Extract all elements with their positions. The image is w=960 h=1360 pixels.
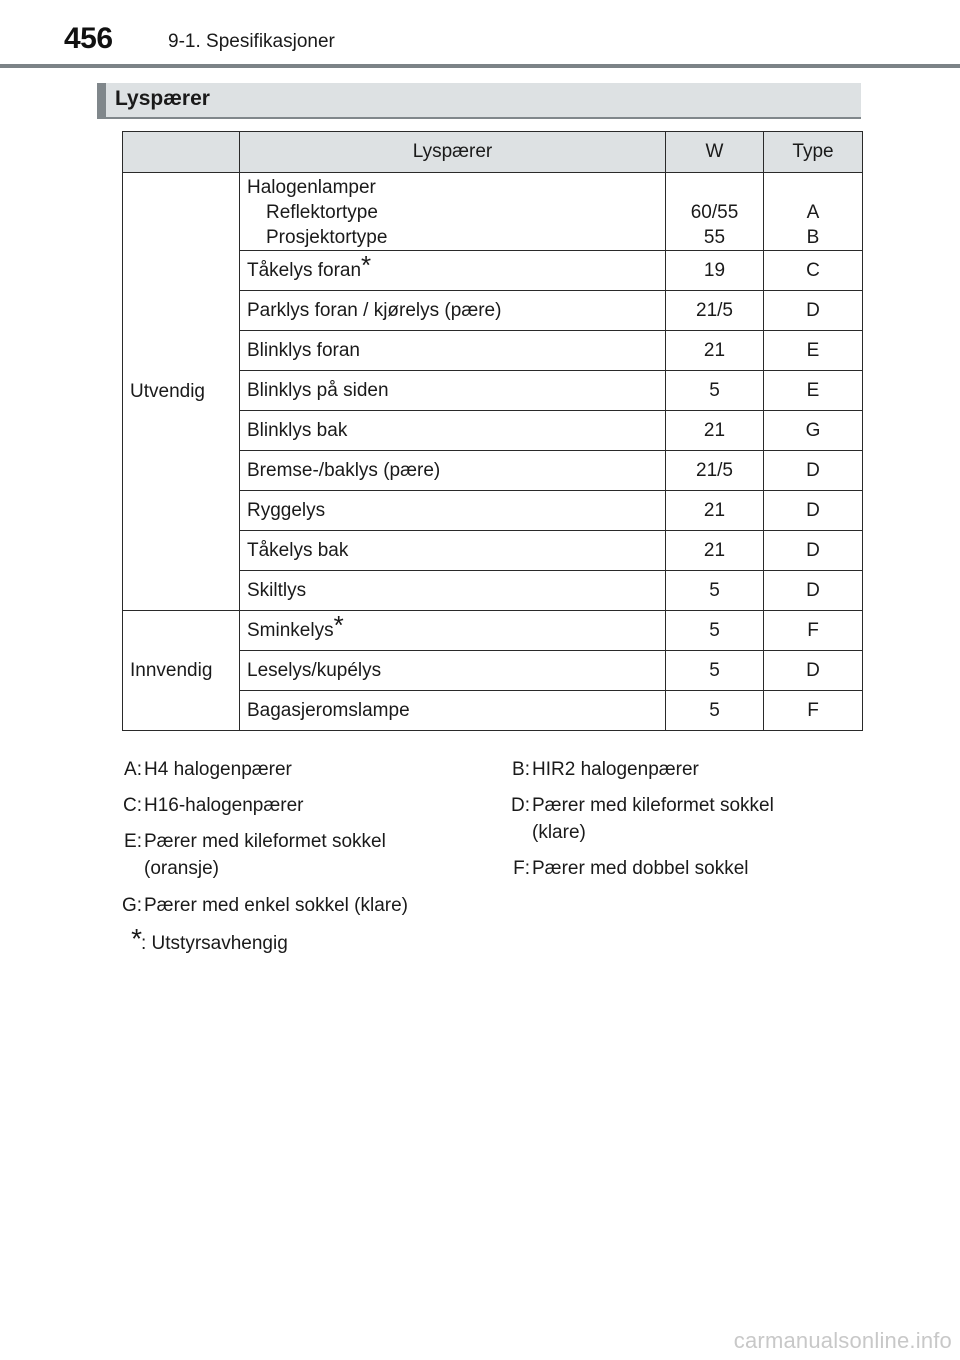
type-cell: [764, 173, 863, 251]
wattage-cell: 21: [666, 411, 764, 451]
type-cell: F: [764, 611, 863, 651]
bulb-name: Leselys/kupélys: [247, 659, 382, 681]
note-key: B:: [512, 759, 530, 780]
bulb-name-cell: [240, 491, 666, 531]
asterisk-icon: *: [361, 249, 372, 280]
type-cell: G: [764, 411, 863, 451]
page-number: 456: [64, 22, 113, 55]
chapter-title: 9-1. Spesifikasjoner: [168, 31, 335, 52]
wattage-cell: 5: [666, 651, 764, 691]
bulb-name: Tåkelys bak: [247, 539, 349, 561]
note-text: H16-halogenpærer: [144, 795, 304, 816]
wattage-cell: 5: [666, 691, 764, 731]
bulb-name: Blinklys foran: [247, 339, 360, 361]
note-text: Pærer med dobbel sokkel: [532, 858, 749, 879]
wattage-projector: 55: [703, 227, 726, 248]
column-header-type: Type: [764, 132, 863, 173]
table-header-row: [123, 132, 863, 173]
bulb-name: Parklys foran / kjørelys (pære): [247, 299, 502, 321]
bulb-name-cell: [240, 251, 666, 291]
bulb-name: Tåkelys foran: [247, 259, 362, 281]
section-title: Lyspærer: [115, 87, 210, 110]
header-rule: [0, 64, 960, 68]
type-cell: D: [764, 451, 863, 491]
note-text-line1: Pærer med kileformet sokkel: [532, 795, 774, 816]
wattage-cell: 21/5: [666, 291, 764, 331]
note-key: A:: [124, 759, 142, 780]
bulb-name: Bagasjeromslampe: [247, 699, 410, 721]
type-cell: C: [764, 251, 863, 291]
wattage-cell: [666, 173, 764, 251]
wattage-cell: 5: [666, 571, 764, 611]
type-reflector: A: [806, 202, 820, 223]
note-text-line2: (oransje): [144, 858, 219, 879]
page-header: [0, 0, 960, 68]
wattage-cell: 21: [666, 491, 764, 531]
bulb-subname-projector: Prosjektortype: [266, 227, 388, 248]
note-text-line2: (klare): [532, 822, 586, 843]
asterisk-icon: *: [131, 923, 142, 954]
type-cell: D: [764, 651, 863, 691]
bulb-name: Bremse-/baklys (pære): [247, 459, 441, 481]
note-key: G:: [121, 895, 142, 916]
bulb-name-cell: [240, 411, 666, 451]
bulb-name-cell: [240, 371, 666, 411]
bulb-name-cell: [240, 571, 666, 611]
wattage-cell: 5: [666, 371, 764, 411]
bulb-subname-reflector: Reflektortype: [266, 202, 378, 223]
type-cell: E: [764, 371, 863, 411]
note-text-line1: Pærer med kileformet sokkel: [144, 831, 386, 852]
type-cell: D: [764, 531, 863, 571]
bulb-name: Skiltlys: [247, 579, 307, 601]
note-key: F:: [513, 858, 530, 879]
group-cell-interior: Innvendig: [123, 611, 240, 731]
header-blank-cell: [123, 132, 240, 173]
note-key: C:: [123, 795, 142, 816]
note-text: HIR2 halogenpærer: [532, 759, 699, 780]
column-header-name: Lyspærer: [240, 132, 666, 173]
bulb-name-halogen: Halogenlamper: [247, 177, 376, 198]
note-text: : Utstyrsavhengig: [141, 933, 288, 954]
bulb-name-cell: [240, 291, 666, 331]
note-text: Pærer med enkel sokkel (klare): [144, 895, 408, 916]
wattage-cell: 5: [666, 611, 764, 651]
watermark-text: carmanualsonline.info: [733, 1328, 952, 1353]
type-cell: E: [764, 331, 863, 371]
bulb-name-cell: [240, 651, 666, 691]
wattage-reflector: 60/55: [690, 202, 739, 223]
type-cell: F: [764, 691, 863, 731]
note-key: D:: [511, 795, 530, 816]
note-text: H4 halogenpærer: [144, 759, 292, 780]
bulb-name: Blinklys bak: [247, 419, 348, 441]
bulb-name-cell: [240, 331, 666, 371]
type-cell: D: [764, 291, 863, 331]
bulb-name: Sminkelys: [247, 619, 334, 641]
bulb-name-cell: [240, 173, 666, 251]
note-key: E:: [124, 831, 142, 852]
group-cell-exterior: Utvendig: [123, 173, 240, 611]
bulb-name-cell: [240, 451, 666, 491]
wattage-cell: 19: [666, 251, 764, 291]
table-row-halogen: [123, 173, 863, 251]
wattage-cell: 21/5: [666, 451, 764, 491]
type-projector: B: [806, 227, 820, 248]
asterisk-icon: *: [333, 609, 344, 640]
bulb-name: Ryggelys: [247, 499, 326, 521]
section-accent: [97, 83, 106, 117]
table-row: [123, 611, 863, 651]
bulb-name: Blinklys på siden: [247, 379, 389, 401]
wattage-cell: 21: [666, 331, 764, 371]
type-cell: D: [764, 491, 863, 531]
wattage-cell: 21: [666, 531, 764, 571]
type-cell: D: [764, 571, 863, 611]
bulb-name-cell: [240, 691, 666, 731]
bulb-name-cell: [240, 611, 666, 651]
section-heading-bar: [97, 83, 861, 119]
bulb-spec-table: [122, 131, 863, 731]
column-header-w: W: [666, 132, 764, 173]
bulb-name-cell: [240, 531, 666, 571]
